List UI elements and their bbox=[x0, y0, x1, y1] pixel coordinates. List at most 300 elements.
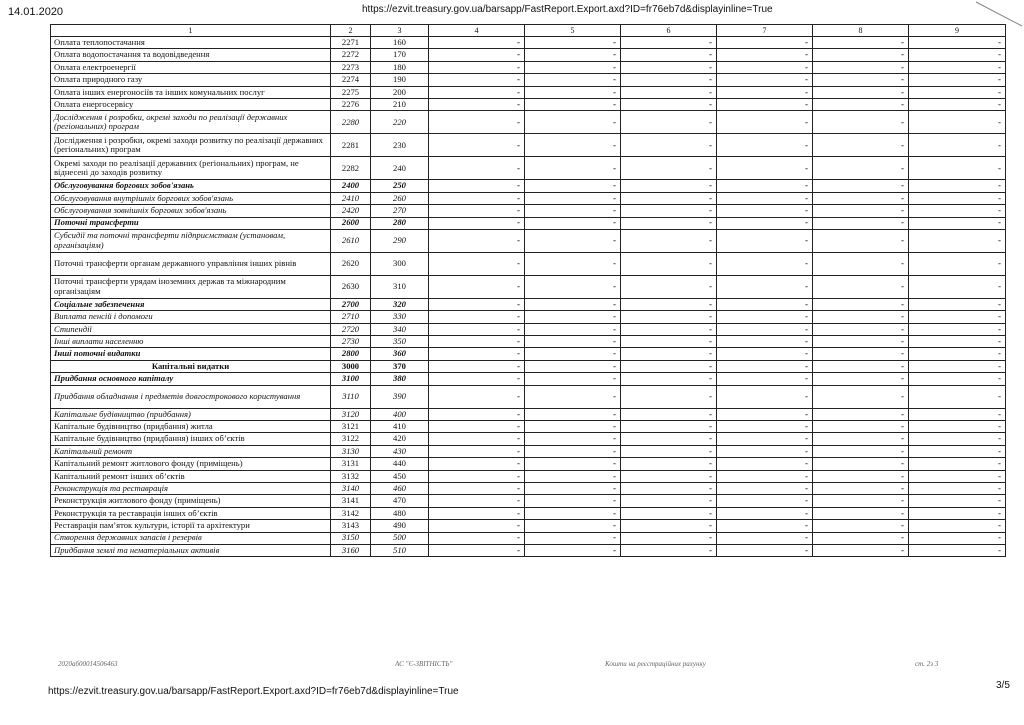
value-cell: - bbox=[621, 421, 717, 433]
value-cell: - bbox=[621, 520, 717, 532]
line-code: 330 bbox=[371, 311, 429, 323]
value-cell: - bbox=[621, 192, 717, 204]
value-cell: - bbox=[429, 336, 525, 348]
value-cell: - bbox=[429, 74, 525, 86]
value-cell: - bbox=[429, 532, 525, 544]
table-row bbox=[51, 49, 1006, 61]
value-cell: - bbox=[429, 111, 525, 134]
value-cell: - bbox=[525, 86, 621, 98]
value-cell: - bbox=[909, 408, 1006, 420]
kekv-code: 3132 bbox=[331, 470, 371, 482]
value-cell: - bbox=[909, 336, 1006, 348]
value-cell: - bbox=[909, 520, 1006, 532]
line-code: 200 bbox=[371, 86, 429, 98]
value-cell: - bbox=[525, 445, 621, 457]
row-label: Реконструкція та реставрація bbox=[51, 482, 331, 494]
value-cell: - bbox=[717, 252, 813, 275]
line-code: 510 bbox=[371, 544, 429, 556]
column-header-6: 6 bbox=[621, 25, 717, 37]
row-label: Субсидії та поточні трансферти підприємствам (установам, організаціям) bbox=[51, 229, 331, 252]
row-label: Капітальне будівництво (придбання) житла bbox=[51, 421, 331, 433]
value-cell: - bbox=[717, 445, 813, 457]
value-cell: - bbox=[525, 458, 621, 470]
value-cell: - bbox=[621, 373, 717, 385]
row-label: Придбання основного капіталу bbox=[51, 373, 331, 385]
value-cell: - bbox=[525, 507, 621, 519]
value-cell: - bbox=[621, 323, 717, 335]
value-cell: - bbox=[717, 323, 813, 335]
value-cell: - bbox=[429, 229, 525, 252]
value-cell: - bbox=[909, 74, 1006, 86]
value-cell: - bbox=[621, 205, 717, 217]
table-row bbox=[51, 532, 1006, 544]
value-cell: - bbox=[621, 229, 717, 252]
kekv-code: 3150 bbox=[331, 532, 371, 544]
column-header-2: 2 bbox=[331, 25, 371, 37]
print-url-header: https://ezvit.treasury.gov.ua/barsapp/FastReport.Export.axd?ID=fr76eb7d&displayinline=True bbox=[362, 4, 773, 15]
value-cell: - bbox=[429, 544, 525, 556]
value-cell: - bbox=[621, 348, 717, 360]
row-label: Поточні трансферти органам державного управління інших рівнів bbox=[51, 252, 331, 275]
table-header-row bbox=[51, 25, 1006, 37]
value-cell: - bbox=[525, 373, 621, 385]
table-row bbox=[51, 433, 1006, 445]
value-cell: - bbox=[621, 470, 717, 482]
kekv-code: 2800 bbox=[331, 348, 371, 360]
value-cell: - bbox=[813, 532, 909, 544]
value-cell: - bbox=[621, 408, 717, 420]
value-cell: - bbox=[813, 348, 909, 360]
kekv-code: 2281 bbox=[331, 134, 371, 157]
line-code: 280 bbox=[371, 217, 429, 229]
value-cell: - bbox=[525, 385, 621, 408]
value-cell: - bbox=[525, 217, 621, 229]
value-cell: - bbox=[717, 408, 813, 420]
row-label: Створення державних запасів і резервів bbox=[51, 532, 331, 544]
line-code: 180 bbox=[371, 61, 429, 73]
row-label: Придбання землі та нематеріальних активів bbox=[51, 544, 331, 556]
table-row bbox=[51, 323, 1006, 335]
footer-sheet-number: ст. 2з 3 bbox=[915, 660, 939, 668]
line-code: 360 bbox=[371, 348, 429, 360]
value-cell: - bbox=[621, 311, 717, 323]
value-cell: - bbox=[429, 470, 525, 482]
line-code: 500 bbox=[371, 532, 429, 544]
table-row bbox=[51, 37, 1006, 49]
value-cell: - bbox=[909, 61, 1006, 73]
line-code: 390 bbox=[371, 385, 429, 408]
value-cell: - bbox=[429, 433, 525, 445]
line-code: 310 bbox=[371, 275, 429, 298]
row-label: Оплата енергосервісу bbox=[51, 98, 331, 110]
value-cell: - bbox=[909, 507, 1006, 519]
value-cell: - bbox=[429, 373, 525, 385]
value-cell: - bbox=[429, 180, 525, 192]
value-cell: - bbox=[909, 323, 1006, 335]
line-code: 430 bbox=[371, 445, 429, 457]
value-cell: - bbox=[621, 86, 717, 98]
value-cell: - bbox=[621, 252, 717, 275]
value-cell: - bbox=[429, 192, 525, 204]
value-cell: - bbox=[717, 74, 813, 86]
value-cell: - bbox=[909, 86, 1006, 98]
value-cell: - bbox=[717, 532, 813, 544]
value-cell: - bbox=[909, 205, 1006, 217]
value-cell: - bbox=[525, 348, 621, 360]
value-cell: - bbox=[813, 134, 909, 157]
table-row bbox=[51, 482, 1006, 494]
line-code: 270 bbox=[371, 205, 429, 217]
value-cell: - bbox=[909, 544, 1006, 556]
value-cell: - bbox=[429, 275, 525, 298]
row-label: Капітальні видатки bbox=[51, 360, 331, 372]
line-code: 410 bbox=[371, 421, 429, 433]
value-cell: - bbox=[429, 217, 525, 229]
table-body bbox=[51, 37, 1006, 557]
value-cell: - bbox=[525, 252, 621, 275]
row-label: Оплата теплопостачання bbox=[51, 37, 331, 49]
line-code: 440 bbox=[371, 458, 429, 470]
value-cell: - bbox=[813, 323, 909, 335]
kekv-code: 2272 bbox=[331, 49, 371, 61]
table-row bbox=[51, 385, 1006, 408]
table-row bbox=[51, 86, 1006, 98]
table-row bbox=[51, 520, 1006, 532]
value-cell: - bbox=[621, 98, 717, 110]
value-cell: - bbox=[525, 157, 621, 180]
value-cell: - bbox=[813, 252, 909, 275]
value-cell: - bbox=[813, 180, 909, 192]
value-cell: - bbox=[717, 86, 813, 98]
value-cell: - bbox=[717, 180, 813, 192]
value-cell: - bbox=[813, 111, 909, 134]
report-table-container bbox=[50, 24, 1005, 557]
value-cell: - bbox=[429, 445, 525, 457]
value-cell: - bbox=[621, 336, 717, 348]
kekv-code: 2282 bbox=[331, 157, 371, 180]
kekv-code: 2400 bbox=[331, 180, 371, 192]
value-cell: - bbox=[909, 217, 1006, 229]
row-label: Окремі заходи по реалізації державних (регіональних) програм, не віднесені до заходів розвитку bbox=[51, 157, 331, 180]
value-cell: - bbox=[717, 520, 813, 532]
value-cell: - bbox=[813, 470, 909, 482]
value-cell: - bbox=[429, 385, 525, 408]
table-row bbox=[51, 373, 1006, 385]
value-cell: - bbox=[525, 336, 621, 348]
row-label: Оплата електроенергії bbox=[51, 61, 331, 73]
row-label: Виплата пенсій і допомоги bbox=[51, 311, 331, 323]
value-cell: - bbox=[717, 373, 813, 385]
table-row bbox=[51, 98, 1006, 110]
table-row bbox=[51, 311, 1006, 323]
table-row bbox=[51, 252, 1006, 275]
value-cell: - bbox=[429, 252, 525, 275]
value-cell: - bbox=[621, 544, 717, 556]
value-cell: - bbox=[429, 157, 525, 180]
kekv-code: 2710 bbox=[331, 311, 371, 323]
line-code: 190 bbox=[371, 74, 429, 86]
value-cell: - bbox=[909, 37, 1006, 49]
line-code: 420 bbox=[371, 433, 429, 445]
value-cell: - bbox=[717, 336, 813, 348]
line-code: 170 bbox=[371, 49, 429, 61]
value-cell: - bbox=[717, 385, 813, 408]
value-cell: - bbox=[525, 544, 621, 556]
print-page-number: 3/5 bbox=[996, 680, 1010, 691]
value-cell: - bbox=[525, 360, 621, 372]
value-cell: - bbox=[909, 421, 1006, 433]
line-code: 470 bbox=[371, 495, 429, 507]
row-label: Реконструкція та реставрація інших об’єктів bbox=[51, 507, 331, 519]
value-cell: - bbox=[717, 507, 813, 519]
value-cell: - bbox=[525, 311, 621, 323]
value-cell: - bbox=[525, 192, 621, 204]
value-cell: - bbox=[717, 61, 813, 73]
table-row bbox=[51, 111, 1006, 134]
value-cell: - bbox=[621, 180, 717, 192]
value-cell: - bbox=[909, 458, 1006, 470]
kekv-code: 3141 bbox=[331, 495, 371, 507]
kekv-code: 2700 bbox=[331, 298, 371, 310]
value-cell: - bbox=[429, 348, 525, 360]
value-cell: - bbox=[813, 408, 909, 420]
table-row bbox=[51, 408, 1006, 420]
value-cell: - bbox=[909, 134, 1006, 157]
column-header-5: 5 bbox=[525, 25, 621, 37]
value-cell: - bbox=[717, 217, 813, 229]
value-cell: - bbox=[717, 275, 813, 298]
value-cell: - bbox=[813, 336, 909, 348]
value-cell: - bbox=[429, 61, 525, 73]
row-label: Капітальний ремонт інших об’єктів bbox=[51, 470, 331, 482]
table-row bbox=[51, 470, 1006, 482]
value-cell: - bbox=[717, 37, 813, 49]
value-cell: - bbox=[909, 275, 1006, 298]
value-cell: - bbox=[525, 408, 621, 420]
row-label: Капітальне будівництво (придбання) bbox=[51, 408, 331, 420]
table-row bbox=[51, 180, 1006, 192]
value-cell: - bbox=[813, 86, 909, 98]
value-cell: - bbox=[717, 298, 813, 310]
table-row bbox=[51, 157, 1006, 180]
value-cell: - bbox=[909, 229, 1006, 252]
kekv-code: 2720 bbox=[331, 323, 371, 335]
value-cell: - bbox=[621, 360, 717, 372]
value-cell: - bbox=[717, 458, 813, 470]
expenditure-table bbox=[50, 24, 1006, 557]
value-cell: - bbox=[621, 74, 717, 86]
row-label: Інші поточні видатки bbox=[51, 348, 331, 360]
value-cell: - bbox=[909, 433, 1006, 445]
value-cell: - bbox=[717, 495, 813, 507]
table-row bbox=[51, 421, 1006, 433]
value-cell: - bbox=[429, 482, 525, 494]
line-code: 290 bbox=[371, 229, 429, 252]
row-label: Оплата інших енергоносіїв та інших комунальних послуг bbox=[51, 86, 331, 98]
table-row bbox=[51, 445, 1006, 457]
value-cell: - bbox=[429, 323, 525, 335]
value-cell: - bbox=[813, 275, 909, 298]
kekv-code: 2276 bbox=[331, 98, 371, 110]
value-cell: - bbox=[813, 74, 909, 86]
row-label: Дослідження і розробки, окремі заходи по реалізації державних (регіональних) програм bbox=[51, 111, 331, 134]
value-cell: - bbox=[525, 275, 621, 298]
value-cell: - bbox=[525, 98, 621, 110]
line-code: 460 bbox=[371, 482, 429, 494]
kekv-code: 2630 bbox=[331, 275, 371, 298]
kekv-code: 3131 bbox=[331, 458, 371, 470]
row-label: Обслуговування зовнішніх боргових зобов'язань bbox=[51, 205, 331, 217]
value-cell: - bbox=[813, 495, 909, 507]
value-cell: - bbox=[621, 275, 717, 298]
value-cell: - bbox=[909, 98, 1006, 110]
value-cell: - bbox=[909, 252, 1006, 275]
value-cell: - bbox=[621, 134, 717, 157]
value-cell: - bbox=[717, 544, 813, 556]
value-cell: - bbox=[813, 482, 909, 494]
value-cell: - bbox=[813, 157, 909, 180]
value-cell: - bbox=[621, 458, 717, 470]
value-cell: - bbox=[525, 520, 621, 532]
value-cell: - bbox=[813, 433, 909, 445]
value-cell: - bbox=[525, 61, 621, 73]
value-cell: - bbox=[621, 433, 717, 445]
row-label: Поточні трансферти bbox=[51, 217, 331, 229]
value-cell: - bbox=[429, 49, 525, 61]
row-label: Реконструкція житлового фонду (приміщень) bbox=[51, 495, 331, 507]
kekv-code: 3160 bbox=[331, 544, 371, 556]
kekv-code: 2420 bbox=[331, 205, 371, 217]
table-row bbox=[51, 74, 1006, 86]
row-label: Обслуговування внутрішніх боргових зобов'язань bbox=[51, 192, 331, 204]
row-label: Реставрація пам’яток культури, історії та архітектури bbox=[51, 520, 331, 532]
table-row bbox=[51, 229, 1006, 252]
kekv-code: 2600 bbox=[331, 217, 371, 229]
column-header-7: 7 bbox=[717, 25, 813, 37]
line-code: 480 bbox=[371, 507, 429, 519]
value-cell: - bbox=[717, 229, 813, 252]
value-cell: - bbox=[813, 520, 909, 532]
column-header-1: 1 bbox=[51, 25, 331, 37]
value-cell: - bbox=[909, 470, 1006, 482]
row-label: Соціальне забезпечення bbox=[51, 298, 331, 310]
line-code: 490 bbox=[371, 520, 429, 532]
line-code: 220 bbox=[371, 111, 429, 134]
print-date: 14.01.2020 bbox=[8, 6, 64, 18]
table-row bbox=[51, 217, 1006, 229]
value-cell: - bbox=[909, 192, 1006, 204]
value-cell: - bbox=[621, 217, 717, 229]
line-code: 380 bbox=[371, 373, 429, 385]
value-cell: - bbox=[621, 495, 717, 507]
kekv-code: 2275 bbox=[331, 86, 371, 98]
table-row bbox=[51, 507, 1006, 519]
line-code: 230 bbox=[371, 134, 429, 157]
kekv-code: 3000 bbox=[331, 360, 371, 372]
value-cell: - bbox=[909, 157, 1006, 180]
value-cell: - bbox=[429, 520, 525, 532]
row-label: Оплата водопостачання та водовідведення bbox=[51, 49, 331, 61]
row-label: Капітальний ремонт житлового фонду (приміщень) bbox=[51, 458, 331, 470]
value-cell: - bbox=[813, 61, 909, 73]
line-code: 400 bbox=[371, 408, 429, 420]
value-cell: - bbox=[717, 311, 813, 323]
value-cell: - bbox=[429, 205, 525, 217]
kekv-code: 2273 bbox=[331, 61, 371, 73]
value-cell: - bbox=[813, 507, 909, 519]
value-cell: - bbox=[429, 507, 525, 519]
row-label: Капітальний ремонт bbox=[51, 445, 331, 457]
row-label: Обслуговування боргових зобов'язань bbox=[51, 180, 331, 192]
value-cell: - bbox=[525, 495, 621, 507]
value-cell: - bbox=[813, 373, 909, 385]
kekv-code: 2410 bbox=[331, 192, 371, 204]
value-cell: - bbox=[429, 134, 525, 157]
kekv-code: 3100 bbox=[331, 373, 371, 385]
value-cell: - bbox=[429, 298, 525, 310]
value-cell: - bbox=[525, 532, 621, 544]
value-cell: - bbox=[429, 458, 525, 470]
value-cell: - bbox=[717, 192, 813, 204]
table-row bbox=[51, 336, 1006, 348]
kekv-code: 3121 bbox=[331, 421, 371, 433]
line-code: 260 bbox=[371, 192, 429, 204]
value-cell: - bbox=[909, 49, 1006, 61]
value-cell: - bbox=[429, 495, 525, 507]
table-row bbox=[51, 360, 1006, 372]
value-cell: - bbox=[909, 180, 1006, 192]
footer-doc-id: 2020аб00014506463 bbox=[58, 660, 118, 668]
value-cell: - bbox=[813, 205, 909, 217]
value-cell: - bbox=[621, 532, 717, 544]
value-cell: - bbox=[813, 98, 909, 110]
value-cell: - bbox=[909, 495, 1006, 507]
table-row bbox=[51, 275, 1006, 298]
value-cell: - bbox=[621, 37, 717, 49]
value-cell: - bbox=[621, 111, 717, 134]
row-label: Поточні трансферти урядам іноземних держав та міжнародним організаціям bbox=[51, 275, 331, 298]
value-cell: - bbox=[909, 385, 1006, 408]
value-cell: - bbox=[813, 445, 909, 457]
kekv-code: 3120 bbox=[331, 408, 371, 420]
value-cell: - bbox=[621, 445, 717, 457]
value-cell: - bbox=[717, 421, 813, 433]
value-cell: - bbox=[621, 385, 717, 408]
row-label: Дослідження і розробки, окремі заходи розвитку по реалізації державних (регіональних) програм bbox=[51, 134, 331, 157]
kekv-code: 3143 bbox=[331, 520, 371, 532]
value-cell: - bbox=[621, 49, 717, 61]
table-row bbox=[51, 134, 1006, 157]
value-cell: - bbox=[813, 192, 909, 204]
value-cell: - bbox=[525, 323, 621, 335]
table-row bbox=[51, 61, 1006, 73]
value-cell: - bbox=[717, 470, 813, 482]
kekv-code: 2610 bbox=[331, 229, 371, 252]
value-cell: - bbox=[813, 229, 909, 252]
line-code: 450 bbox=[371, 470, 429, 482]
kekv-code: 2274 bbox=[331, 74, 371, 86]
table-row bbox=[51, 192, 1006, 204]
print-url-footer: https://ezvit.treasury.gov.ua/barsapp/FastReport.Export.axd?ID=fr76eb7d&displayinline=True bbox=[48, 686, 459, 697]
value-cell: - bbox=[429, 360, 525, 372]
line-code: 250 bbox=[371, 180, 429, 192]
line-code: 350 bbox=[371, 336, 429, 348]
row-label: Оплата природного газу bbox=[51, 74, 331, 86]
value-cell: - bbox=[813, 37, 909, 49]
value-cell: - bbox=[717, 134, 813, 157]
value-cell: - bbox=[429, 37, 525, 49]
value-cell: - bbox=[813, 458, 909, 470]
